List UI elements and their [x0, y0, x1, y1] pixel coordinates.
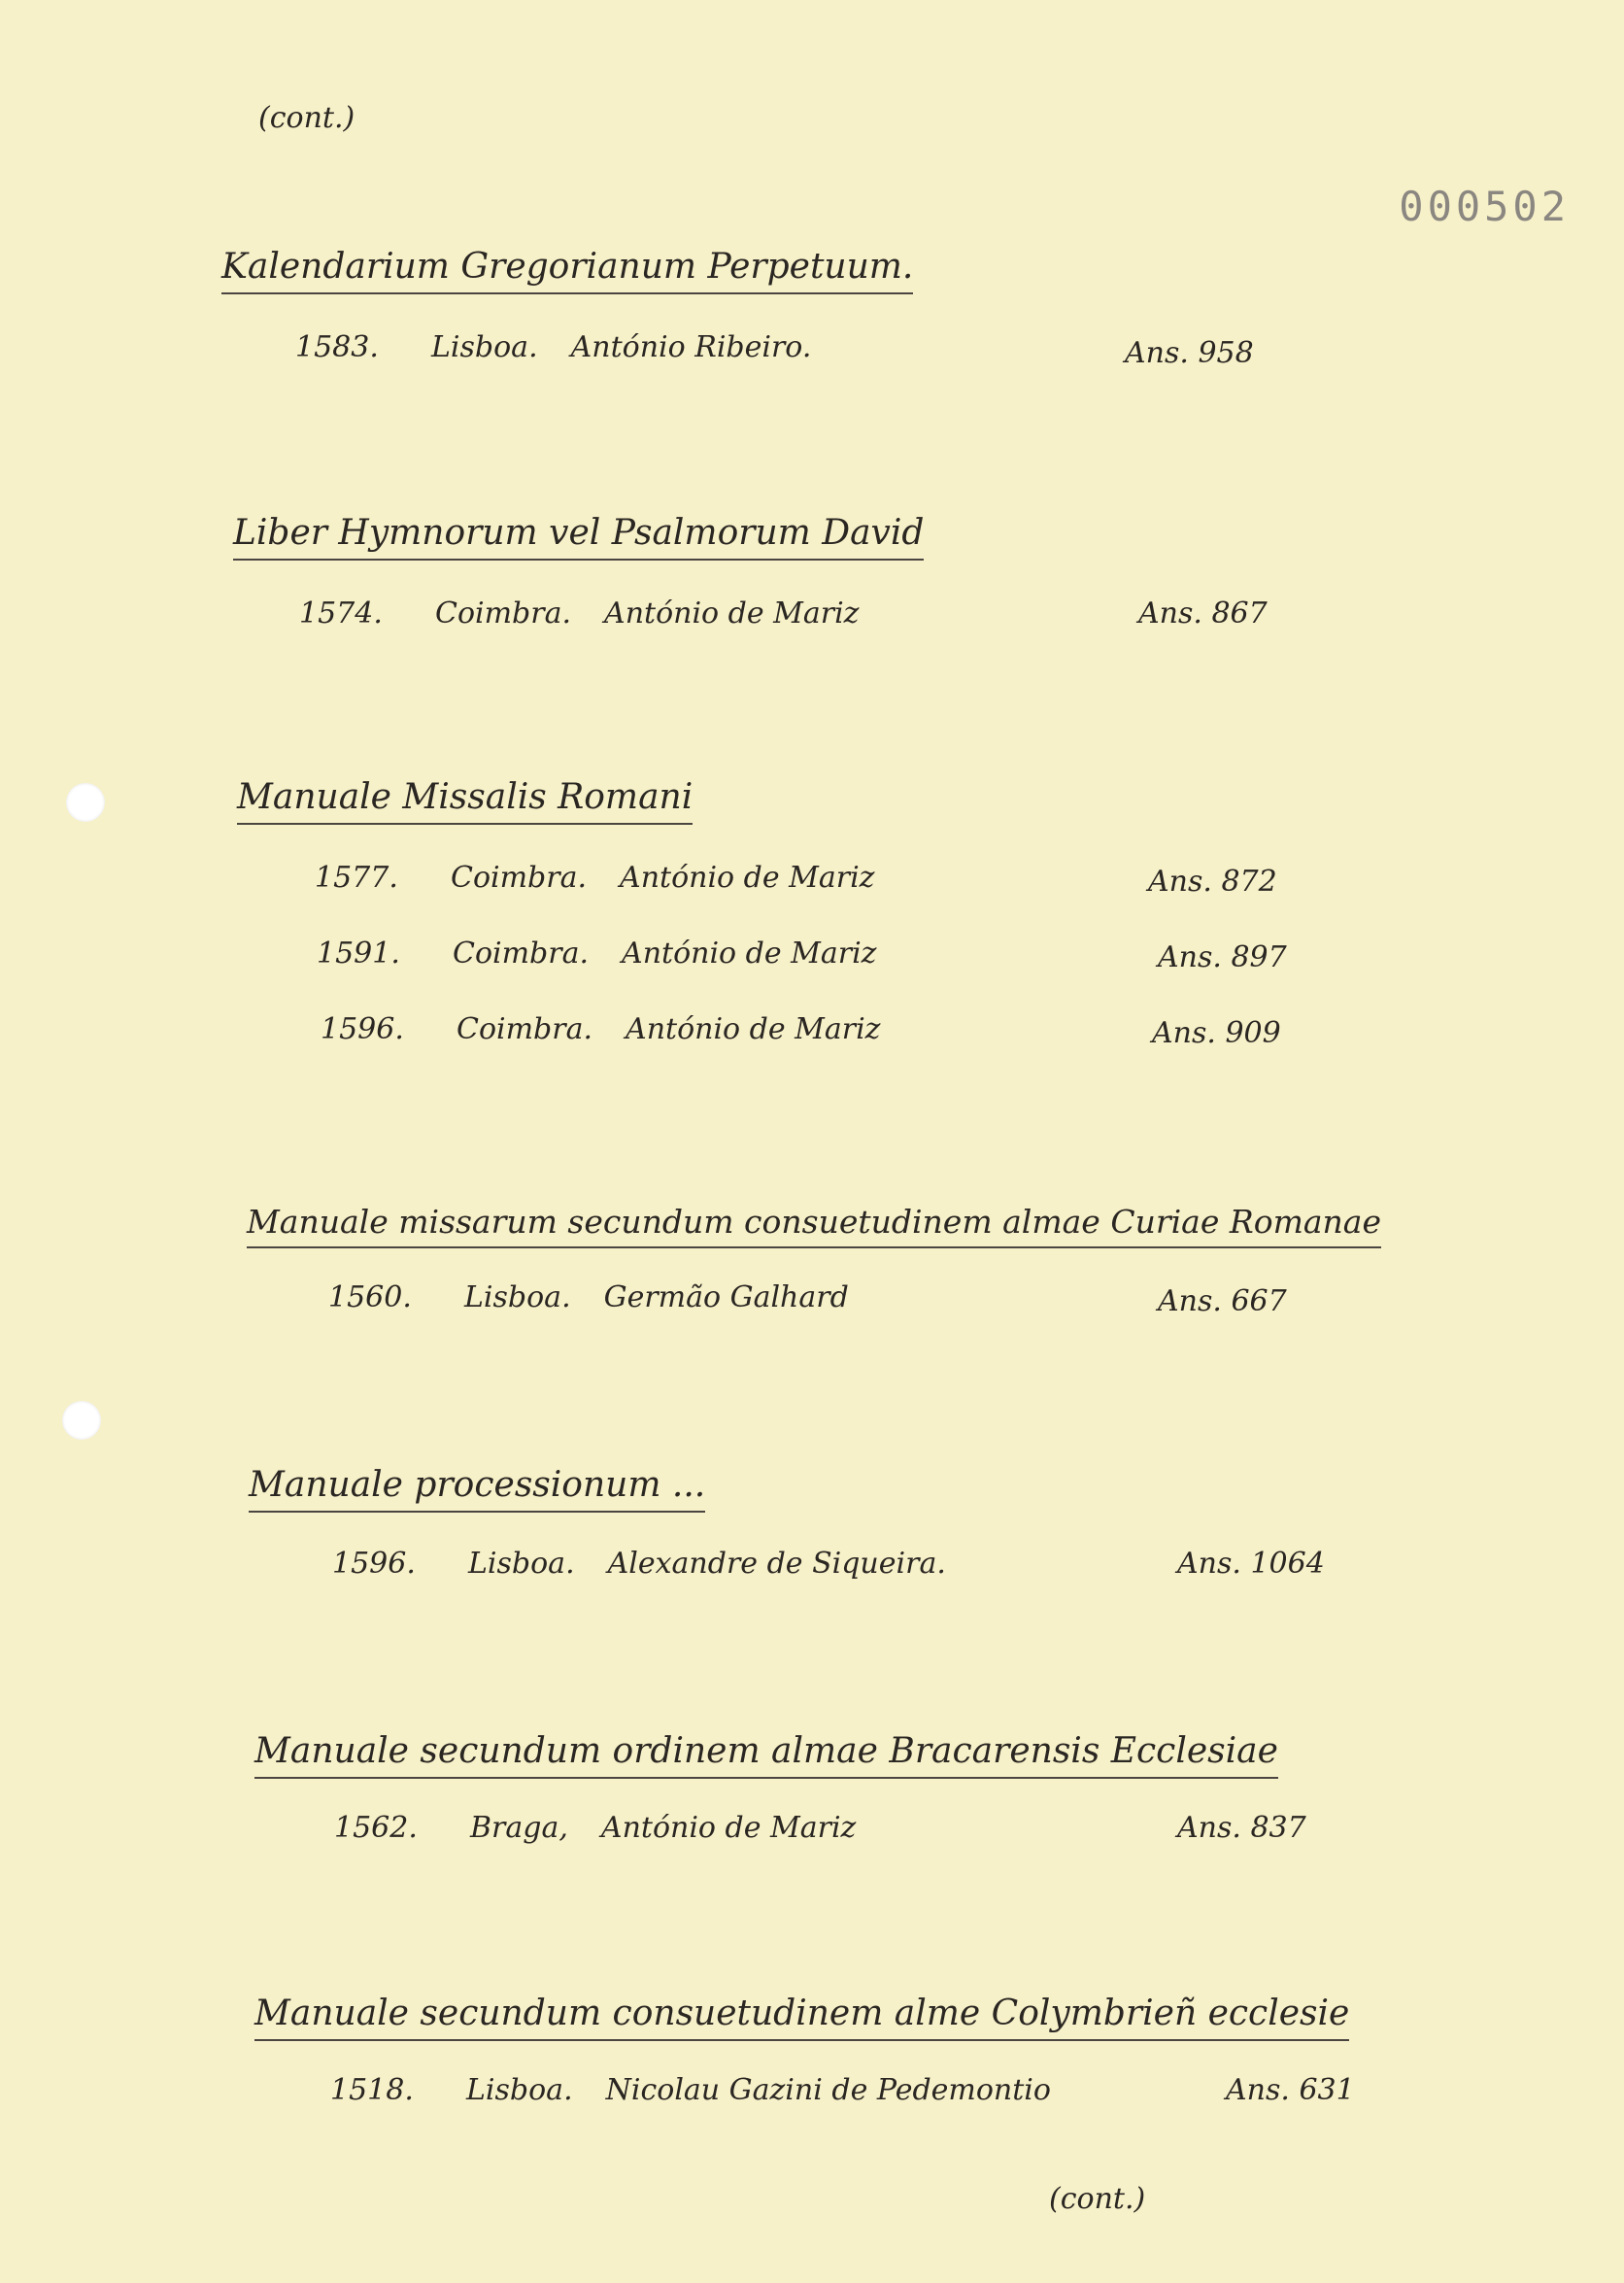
archive-stamp-number: 000502 — [1399, 183, 1570, 230]
edition-year: 1591. — [317, 937, 400, 971]
entry-title: Manuale missarum secundum consuetudinem almae Curiae Romanae — [247, 1203, 1381, 1248]
edition-reference: Ans. 897 — [1158, 940, 1287, 974]
entry-title: Manuale secundum ordinem almae Bracarensis Ecclesiae — [254, 1731, 1278, 1779]
edition-city: Lisboa. — [464, 1280, 571, 1314]
edition-year: 1518. — [330, 2073, 414, 2107]
edition-printer: António de Mariz — [600, 1811, 857, 1845]
edition-printer: António de Mariz — [604, 596, 860, 630]
edition-row — [295, 330, 811, 364]
edition-city: Braga, — [470, 1811, 568, 1845]
edition-city: Coimbra. — [435, 596, 572, 630]
edition-city: Lisboa. — [431, 330, 538, 364]
edition-row — [330, 2073, 1051, 2107]
edition-year: 1560. — [328, 1280, 412, 1314]
edition-printer: António de Mariz — [622, 937, 877, 971]
edition-city: Coimbra. — [451, 861, 588, 895]
entry-title: Manuale secundum consuetudinem alme Colymbrieñ ecclesie — [254, 1993, 1349, 2041]
edition-reference: Ans. 867 — [1138, 596, 1268, 630]
edition-row — [328, 1280, 849, 1314]
punch-hole — [62, 1401, 101, 1440]
edition-row — [321, 1012, 881, 1046]
entry-title: Liber Hymnorum vel Psalmorum David — [233, 513, 924, 561]
edition-year: 1596. — [332, 1547, 416, 1581]
continued-label: (cont.) — [1049, 2182, 1146, 2216]
entry-title: Manuale processionum ... — [249, 1465, 705, 1513]
edition-reference: Ans. 837 — [1177, 1811, 1306, 1845]
edition-row — [315, 861, 875, 895]
edition-city: Coimbra. — [453, 937, 590, 971]
edition-reference: Ans. 872 — [1148, 865, 1277, 899]
edition-printer: Nicolau Gazini de Pedemontio — [605, 2073, 1051, 2107]
edition-reference: Ans. 631 — [1226, 2073, 1355, 2107]
edition-year: 1562. — [334, 1811, 418, 1845]
edition-printer: Germão Galhard — [603, 1280, 849, 1314]
edition-row — [334, 1811, 856, 1845]
edition-reference: Ans. 958 — [1125, 336, 1254, 370]
edition-printer: António de Mariz — [626, 1012, 881, 1046]
edition-city: Lisboa. — [468, 1547, 575, 1581]
edition-printer: Alexandre de Siqueira. — [607, 1547, 946, 1581]
edition-year: 1577. — [315, 861, 398, 895]
edition-printer: António Ribeiro. — [570, 330, 812, 364]
entry-title: Kalendarium Gregorianum Perpetuum. — [221, 247, 913, 294]
edition-year: 1574. — [299, 596, 383, 630]
edition-reference: Ans. 1064 — [1177, 1547, 1325, 1581]
edition-row — [332, 1547, 946, 1581]
entry-title: Manuale Missalis Romani — [237, 777, 693, 825]
edition-reference: Ans. 909 — [1152, 1016, 1281, 1050]
edition-year: 1583. — [295, 330, 379, 364]
continued-label: (cont.) — [258, 101, 355, 135]
edition-row — [317, 937, 877, 971]
edition-city: Lisboa. — [466, 2073, 573, 2107]
edition-row — [299, 596, 860, 630]
edition-reference: Ans. 667 — [1158, 1284, 1287, 1318]
edition-city: Coimbra. — [457, 1012, 593, 1046]
punch-hole — [66, 783, 105, 822]
edition-year: 1596. — [321, 1012, 404, 1046]
edition-printer: António de Mariz — [620, 861, 875, 895]
